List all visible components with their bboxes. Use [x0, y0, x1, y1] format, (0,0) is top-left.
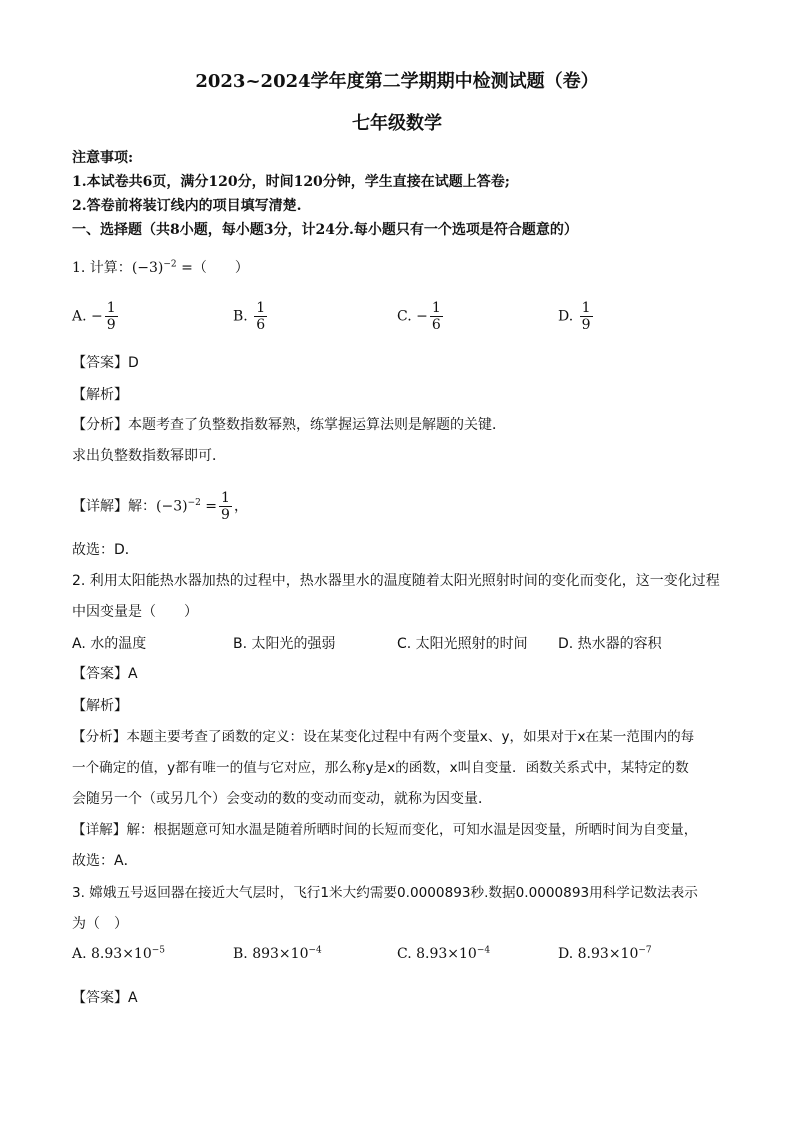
q1-detail-exp: −2 — [187, 497, 201, 508]
q1-detail — [72, 490, 248, 523]
q3-answer: 【答案】A — [72, 990, 138, 1006]
q1-expr: (−3) — [131, 260, 164, 276]
option-sign: − — [416, 308, 428, 325]
option-exp: −4 — [308, 945, 322, 956]
q1-choose: 故选：D． — [72, 542, 139, 558]
q3-stem-line-2: 为（ ） — [72, 916, 128, 932]
q2-analysis-3: 会随另一个（或另几个）会变动的数的变动而变动，就称为因变量． — [72, 791, 492, 807]
numerator: 1 — [581, 300, 591, 316]
option-fraction — [254, 300, 267, 333]
option-label: D. — [558, 946, 574, 962]
q1-analysis-2: 求出负整数指数幂即可． — [72, 448, 226, 464]
q3-option-c — [397, 946, 490, 962]
q1-analysis-tag: 【解析】 — [72, 387, 128, 403]
option-label: A. — [72, 946, 87, 962]
q3-option-b — [233, 946, 322, 962]
q2-analysis-1: 【分析】本题主要考查了函数的定义：设在某变化过程中有两个变量x、y，如果对于x在某一范围内的每 — [72, 729, 695, 745]
notice-heading: 注意事项: — [72, 150, 134, 166]
q1-detail-fraction — [219, 490, 232, 523]
option-label: B. — [233, 308, 248, 325]
q2-option-c: C. 太阳光照射的时间 — [397, 636, 528, 652]
q1-option-c — [397, 300, 445, 333]
option-label: C. — [397, 946, 412, 962]
q2-analysis-2: 一个确定的值，y都有唯一的值与它对应，那么称y是x的函数，x叫自变量．函数关系式中，某特定的数 — [72, 760, 689, 776]
q1-analysis: 【分析】本题考查了负整数指数幂熟，练掌握运算法则是解题的关键． — [72, 417, 506, 433]
option-fraction — [580, 300, 593, 333]
notice-item-1: 1.本试卷共6页，满分120分，时间120分钟，学生直接在试题上答卷; — [72, 174, 510, 190]
q2-option-b: B. 太阳光的强弱 — [233, 636, 336, 652]
denominator: 9 — [106, 317, 116, 333]
q2-analysis-tag: 【解析】 — [72, 698, 128, 714]
option-label: D. — [558, 308, 574, 325]
option-exp: −5 — [151, 945, 166, 956]
q2-stem-line-1: 2. 利用太阳能热水器加热的过程中，热水器里水的温度随着太阳光照射时间的变化而变化，这一变化过程 — [72, 573, 720, 589]
option-label: C. — [397, 308, 412, 325]
option-sign: − — [91, 308, 103, 325]
q3-option-d — [558, 946, 652, 962]
q2-option-d: D. 热水器的容积 — [558, 636, 662, 652]
notice-item-2: 2.答卷前将装订线内的项目填写清楚. — [72, 198, 302, 214]
exam-subtitle: 七年级数学 — [352, 113, 442, 134]
q1-detail-expr: (−3) — [156, 498, 188, 515]
q1-option-d — [558, 300, 595, 333]
option-fraction — [430, 300, 443, 333]
q1-detail-eq: = — [205, 498, 218, 515]
option-fraction — [105, 300, 118, 333]
q1-detail-end: ， — [233, 498, 248, 515]
q2-option-a: A. 水的温度 — [72, 636, 147, 652]
option-base: 8.93×10 — [416, 946, 477, 962]
q1-option-a — [72, 300, 120, 333]
q1-exp: −2 — [163, 259, 177, 270]
denominator: 6 — [256, 317, 266, 333]
q3-option-a — [72, 946, 165, 962]
option-base: 8.93×10 — [577, 946, 639, 962]
option-label: A. — [72, 308, 87, 325]
option-exp: −4 — [476, 945, 491, 956]
q2-detail: 【详解】解：根据题意可知水温是随着所晒时间的长短而变化，可知水温是因变量，所晒时间为自变量， — [72, 822, 698, 838]
numerator: 1 — [256, 300, 266, 316]
q1-detail-prefix: 【详解】解： — [72, 498, 156, 515]
denominator: 6 — [431, 317, 441, 333]
numerator: 1 — [106, 300, 116, 316]
q1-prefix: 1. 计算： — [72, 260, 132, 276]
q1-option-b — [233, 300, 269, 333]
denominator: 9 — [221, 507, 230, 523]
q1-suffix: =（ ） — [181, 260, 249, 276]
option-base: 8.93×10 — [91, 946, 152, 962]
option-base: 893×10 — [252, 946, 309, 962]
denominator: 9 — [581, 317, 591, 333]
q1-answer: 【答案】D — [72, 355, 139, 371]
q2-answer: 【答案】A — [72, 666, 138, 682]
option-exp: −7 — [638, 945, 652, 956]
section-heading: 一、选择题（共8小题，每小题3分，计24分.每小题只有一个选项是符合题意的） — [72, 222, 578, 238]
numerator: 1 — [431, 300, 441, 316]
numerator: 1 — [221, 490, 230, 506]
q2-choose: 故选：A． — [72, 853, 138, 869]
option-label: B. — [233, 946, 248, 962]
exam-title: 2023~2024学年度第二学期期中检测试题（卷） — [195, 71, 599, 92]
q2-stem-line-2: 中因变量是（ ） — [72, 604, 198, 620]
q1-stem — [72, 258, 249, 278]
q3-stem-line-1: 3. 嫦娥五号返回器在接近大气层时，飞行1米大约需要0.0000893秒.数据0.0000893用科学记数法表示 — [72, 885, 698, 901]
